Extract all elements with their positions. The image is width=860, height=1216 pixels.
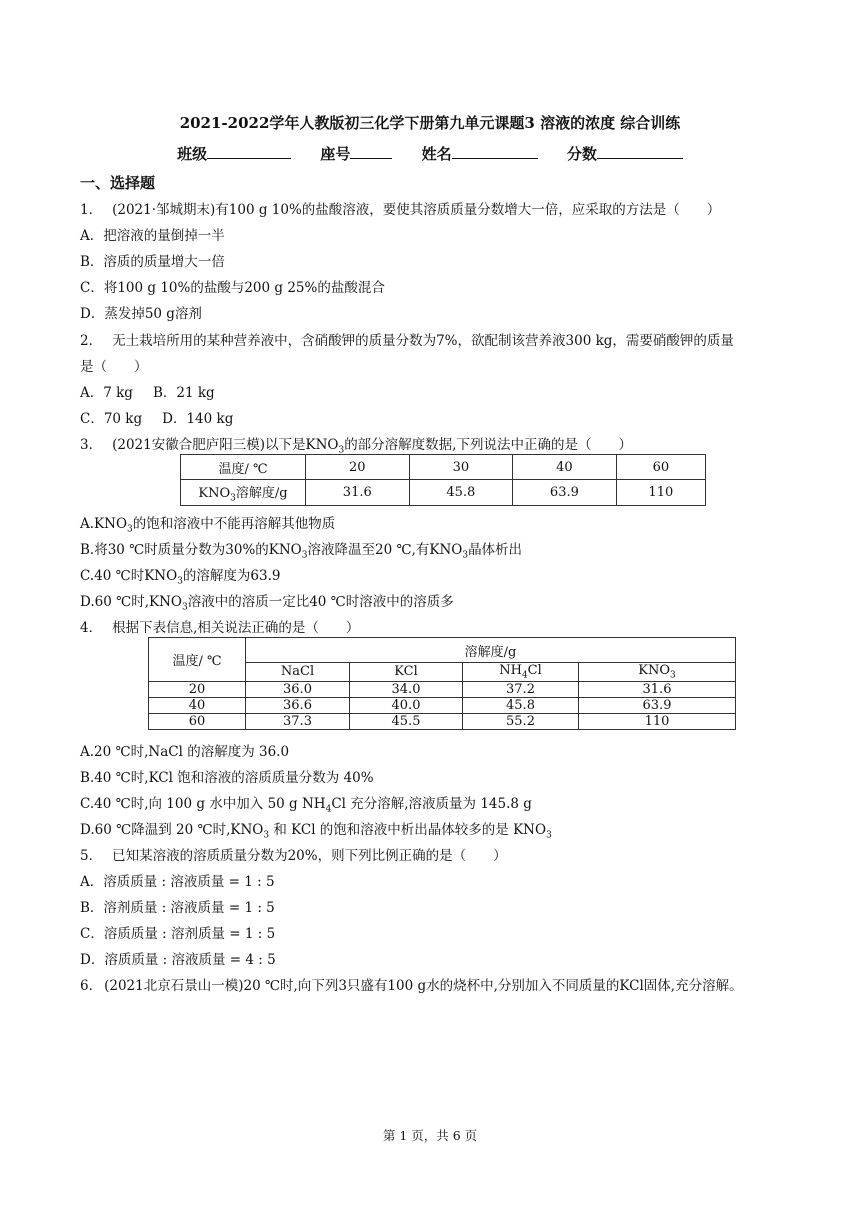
question-5-option-c: C．溶质质量 : 溶剂质量 = 1 : 5 bbox=[80, 926, 276, 942]
table-cell: 63.9 bbox=[579, 697, 736, 713]
question-5-option-d: D．溶质质量 : 溶液质量 = 4 : 5 bbox=[80, 952, 276, 968]
question-3-option-a: $A.KNO_3$的饱和溶液中不能再溶解其他物质 bbox=[80, 516, 336, 535]
name-label: 姓名 bbox=[421, 145, 452, 163]
seat-blank[interactable] bbox=[350, 144, 392, 159]
table-cell: $KNO_3$溶解度/g bbox=[181, 480, 306, 506]
question-4-stem: 4． 根据下表信息,相关说法正确的是（ ） bbox=[80, 620, 360, 636]
table-cell: 溶解度/g bbox=[246, 638, 736, 663]
score-blank[interactable] bbox=[597, 144, 683, 159]
table-row bbox=[149, 697, 736, 713]
class-label: 班级 bbox=[177, 145, 208, 163]
table-cell: 110 bbox=[579, 713, 736, 729]
table-cell: 30 bbox=[409, 455, 513, 480]
question-1-stem: 1． (2021·邹城期末)有100 g 10%的盐酸溶液，要使其溶质质量分数增大一倍，应采取的方法是（ ） bbox=[80, 202, 721, 218]
page-title: 2021-2022学年人教版初三化学下册第九单元课题3 溶液的浓度 综合训练 bbox=[179, 114, 681, 132]
table-cell: 45.8 bbox=[463, 697, 579, 713]
question-6-stem: 6． (2021北京石景山一模)20 ℃时,向下列3只盛有100 g水的烧杯中,分别加入不同质量的KCl固体,充分溶解。 bbox=[80, 978, 743, 994]
table-cell: 45.5 bbox=[350, 713, 463, 729]
question-2-options-ab: A．7 kg B．21 kg bbox=[80, 385, 215, 401]
question-1-option-a: A．把溶液的量倒掉一半 bbox=[80, 228, 225, 244]
page-footer: 第 1 页，共 6 页 bbox=[382, 1128, 478, 1143]
question-2-options-cd: C．70 kg D．140 kg bbox=[80, 411, 234, 427]
table-row bbox=[149, 681, 736, 697]
score-label: 分数 bbox=[566, 145, 597, 163]
class-blank[interactable] bbox=[207, 144, 291, 159]
question-4-option-d: D.60 ℃降温到 20 ℃时$,KNO_3$ 和 KCl 的饱和溶液中析出晶体较多的是 $KNO_3$ bbox=[80, 822, 552, 841]
section-title: 一、选择题 bbox=[80, 174, 156, 192]
question-2-stem-continued: 是（ ） bbox=[80, 359, 148, 375]
knO3-solubility-table bbox=[180, 454, 706, 506]
question-1-option-d: D．蒸发掉50 g溶剂 bbox=[80, 306, 202, 322]
solubility-table bbox=[148, 637, 736, 730]
table-cell: 60 bbox=[616, 455, 705, 480]
table-cell: NaCl bbox=[246, 663, 350, 682]
table-cell: 60 bbox=[149, 713, 246, 729]
table-cell: 温度/ ℃ bbox=[149, 638, 246, 682]
table-cell: 20 bbox=[149, 681, 246, 697]
table-cell: KCl bbox=[350, 663, 463, 682]
table-cell: 63.9 bbox=[513, 480, 617, 506]
question-2-stem: 2． 无土栽培所用的某种营养液中，含硝酸钾的质量分数为7%，欲配制该营养液300 kg，需要硝酸钾的质量 bbox=[80, 333, 734, 349]
table-row bbox=[149, 638, 736, 663]
table-cell: 45.8 bbox=[409, 480, 513, 506]
table-cell: 37.2 bbox=[463, 681, 579, 697]
table-cell: 温度/ ℃ bbox=[181, 455, 306, 480]
question-1-option-b: B．溶质的质量增大一倍 bbox=[80, 254, 225, 270]
table-row bbox=[181, 455, 706, 480]
question-5-option-a: A．溶质质量 : 溶液质量 = 1 : 5 bbox=[80, 874, 275, 890]
table-cell: 31.6 bbox=[579, 681, 736, 697]
name-blank[interactable] bbox=[452, 144, 538, 159]
table-cell: $NH_4Cl$ bbox=[463, 663, 579, 682]
table-cell: 40 bbox=[513, 455, 617, 480]
table-cell: 36.0 bbox=[246, 681, 350, 697]
table-cell: 40 bbox=[149, 697, 246, 713]
table-cell: 110 bbox=[616, 480, 705, 506]
question-1-option-c: C．将100 g 10%的盐酸与200 g 25%的盐酸混合 bbox=[80, 280, 385, 296]
question-3-option-b: B.将30 ℃时质量分数为30%的$KNO_3$溶液降温至20 ℃,有$KNO_3$晶体析出 bbox=[80, 542, 523, 561]
question-3-option-d: D.60 ℃时$,KNO_3$溶液中的溶质一定比40 ℃时溶液中的溶质多 bbox=[80, 594, 454, 613]
table-row bbox=[181, 480, 706, 506]
table-cell: 37.3 bbox=[246, 713, 350, 729]
question-3-stem: 3． (2021安徽合肥庐阳三模)以下是$KNO_3$的部分溶解度数据,下列说法中正确的是（ ） bbox=[80, 437, 632, 456]
table-cell: 40.0 bbox=[350, 697, 463, 713]
seat-label: 座号 bbox=[320, 145, 351, 163]
table-cell: 36.6 bbox=[246, 697, 350, 713]
table-row bbox=[149, 713, 736, 729]
question-4-option-c: C.40 ℃时,向 100 g 水中加入 50 g $NH_4Cl$ 充分溶解,溶液质量为 145.8 g bbox=[80, 796, 532, 815]
question-3-option-c: C.40 ℃时$KNO_3$的溶解度为63.9 bbox=[80, 568, 281, 587]
table-cell: 55.2 bbox=[463, 713, 579, 729]
question-5-option-b: B．溶剂质量 : 溶液质量 = 1 : 5 bbox=[80, 900, 275, 916]
question-4-option-a: A.20 ℃时,NaCl 的溶解度为 36.0 bbox=[80, 744, 290, 760]
table-cell: 34.0 bbox=[350, 681, 463, 697]
table-cell: 31.6 bbox=[306, 480, 410, 506]
table-cell: $KNO_3$ bbox=[579, 663, 736, 682]
student-info-fields bbox=[0, 143, 860, 164]
question-5-stem: 5． 已知某溶液的溶质质量分数为20%，则下列比例正确的是（ ） bbox=[80, 848, 507, 864]
table-cell: 20 bbox=[306, 455, 410, 480]
question-4-option-b: B.40 ℃时,KCl 饱和溶液的溶质质量分数为 40% bbox=[80, 770, 374, 786]
